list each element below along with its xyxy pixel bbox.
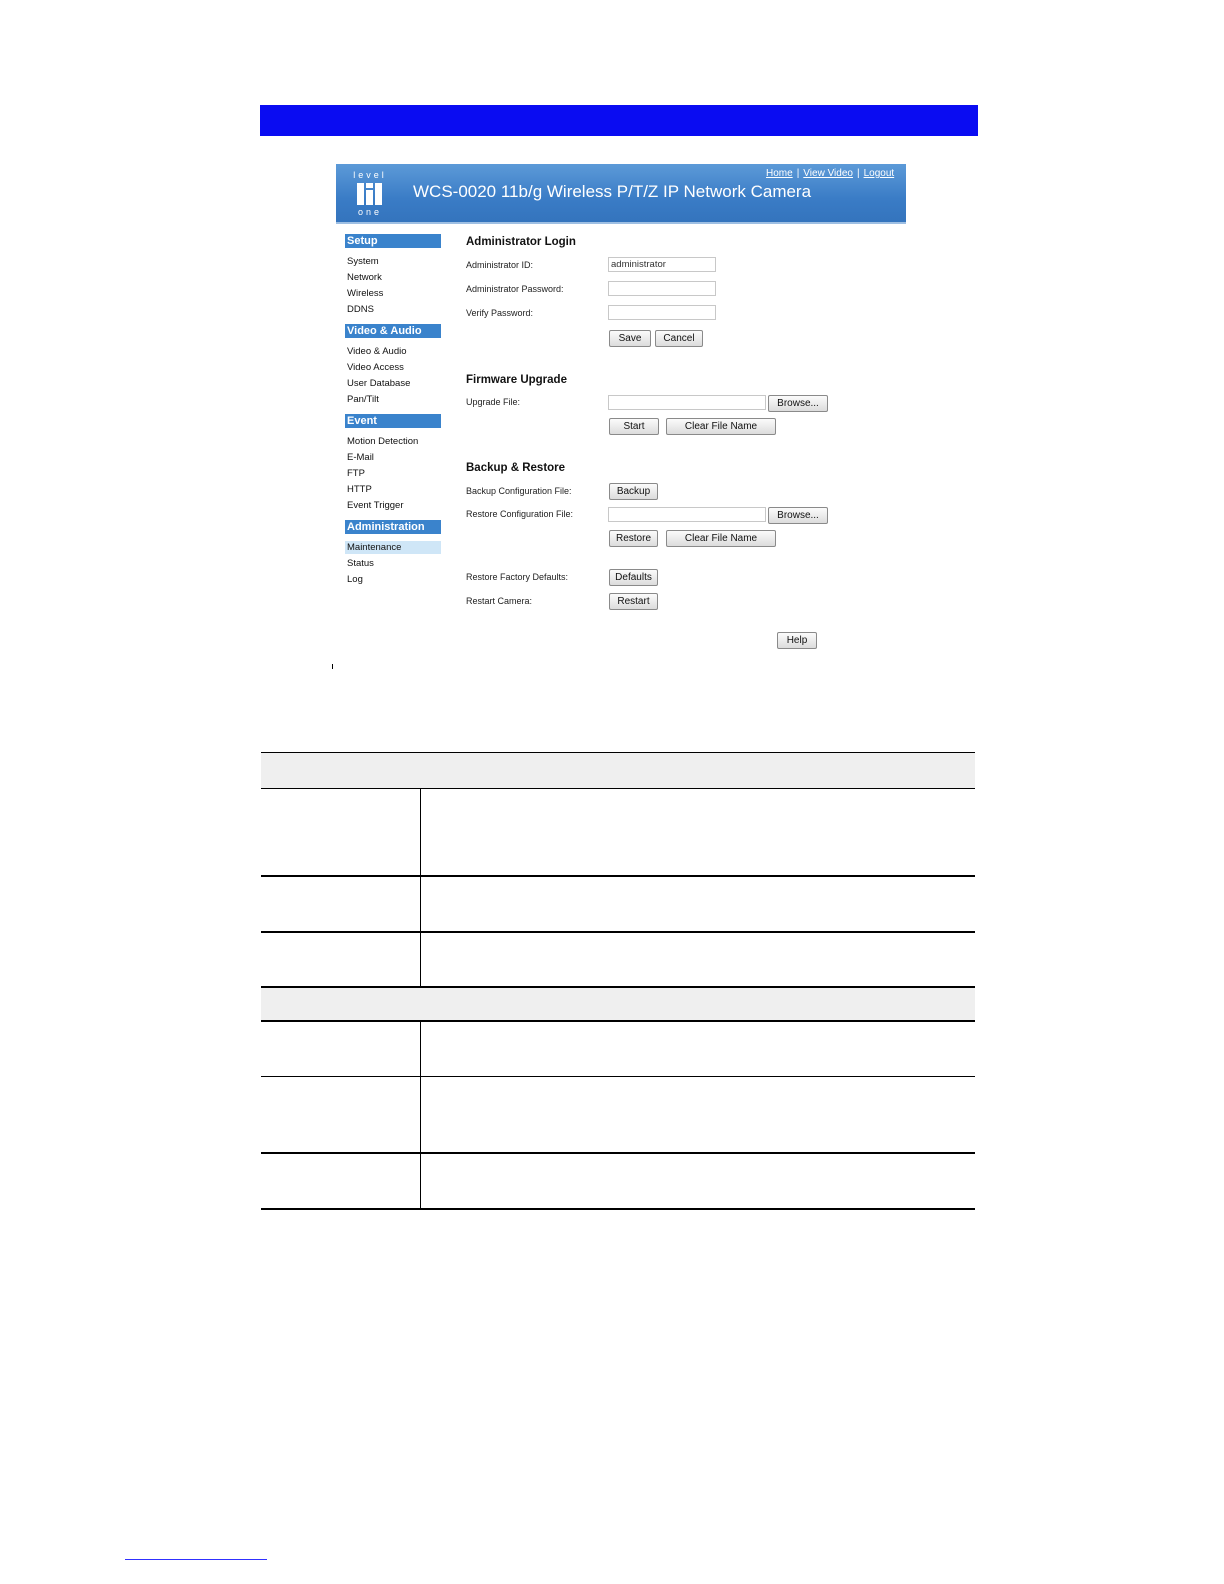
upgrade-browse-button[interactable]: Browse...	[768, 395, 828, 412]
sidebar-heading-event: Event	[345, 414, 441, 428]
sidebar-item-status[interactable]: Status	[347, 558, 374, 569]
sidebar-item-log[interactable]: Log	[347, 574, 363, 585]
header-banner	[336, 164, 906, 224]
levelone-logo	[350, 170, 390, 216]
upgrade-file-label: Upgrade File:	[466, 397, 521, 407]
sidebar-item-email[interactable]: E-Mail	[347, 452, 374, 463]
table-border	[261, 931, 975, 933]
sidebar-item-ftp[interactable]: FTP	[347, 468, 365, 479]
stray-mark	[332, 664, 333, 669]
factory-defaults-label: Restore Factory Defaults:	[466, 572, 569, 582]
restore-file-input[interactable]	[608, 507, 766, 522]
restart-button[interactable]: Restart	[609, 593, 658, 610]
verify-password-input[interactable]	[608, 305, 716, 320]
top-links: Home | View Video | Logout	[766, 168, 895, 179]
view-video-link[interactable]: View Video	[803, 168, 853, 179]
logout-link[interactable]: Logout	[863, 168, 895, 179]
upgrade-file-input[interactable]	[608, 395, 766, 410]
logo-top-text: level	[353, 170, 387, 180]
table-border	[261, 788, 975, 789]
sidebar-item-event-trigger[interactable]: Event Trigger	[347, 500, 404, 511]
sidebar-item-wireless[interactable]: Wireless	[347, 288, 384, 299]
save-button[interactable]: Save	[609, 330, 651, 347]
sidebar-heading-administration: Administration	[345, 520, 441, 534]
verify-password-label: Verify Password:	[466, 308, 534, 318]
description-table	[261, 752, 975, 1210]
page-title-bar	[260, 105, 978, 136]
restore-config-label: Restore Configuration File:	[466, 509, 574, 519]
table-border	[261, 1152, 975, 1154]
sidebar-item-ddns[interactable]: DDNS	[347, 304, 374, 315]
sidebar-item-video-access[interactable]: Video Access	[347, 362, 404, 373]
restore-button[interactable]: Restore	[609, 530, 658, 547]
table-column-divider	[420, 788, 421, 987]
sidebar-item-user-database[interactable]: User Database	[347, 378, 411, 389]
backup-config-label: Backup Configuration File:	[466, 486, 572, 496]
sidebar-heading-setup: Setup	[345, 234, 441, 248]
sidebar-item-maintenance[interactable]: Maintenance	[345, 541, 441, 554]
table-border	[261, 1076, 975, 1077]
cancel-button[interactable]: Cancel	[655, 330, 703, 347]
table-border	[261, 875, 975, 877]
table-section-header	[261, 753, 975, 788]
logo-mark-icon	[357, 183, 383, 205]
sidebar-heading-video-audio: Video & Audio	[345, 324, 441, 338]
table-border	[261, 1020, 975, 1022]
backup-restore-heading: Backup & Restore	[466, 462, 566, 474]
admin-password-input[interactable]	[608, 281, 716, 296]
sidebar-item-pan-tilt[interactable]: Pan/Tilt	[347, 394, 379, 405]
upgrade-clear-button[interactable]: Clear File Name	[666, 418, 776, 435]
restore-clear-button[interactable]: Clear File Name	[666, 530, 776, 547]
restart-camera-label: Restart Camera:	[466, 596, 533, 606]
start-button[interactable]: Start	[609, 418, 659, 435]
sidebar-item-motion-detection[interactable]: Motion Detection	[347, 436, 419, 447]
defaults-button[interactable]: Defaults	[609, 569, 658, 586]
sidebar-item-network[interactable]: Network	[347, 272, 382, 283]
table-section-header	[261, 987, 975, 1020]
home-link[interactable]: Home	[766, 168, 793, 179]
logo-bottom-text: one	[357, 207, 383, 217]
admin-id-label: Administrator ID:	[466, 260, 534, 270]
table-border	[261, 986, 975, 988]
sidebar-item-http[interactable]: HTTP	[347, 484, 372, 495]
help-button[interactable]: Help	[777, 632, 817, 649]
sidebar-item-system[interactable]: System	[347, 256, 379, 267]
restore-browse-button[interactable]: Browse...	[768, 507, 828, 524]
admin-id-input[interactable]	[608, 257, 716, 272]
admin-login-heading: Administrator Login	[466, 236, 576, 248]
camera-admin-screenshot	[336, 164, 906, 654]
backup-button[interactable]: Backup	[609, 483, 658, 500]
table-border	[261, 752, 975, 753]
sidebar-item-video-audio[interactable]: Video & Audio	[347, 346, 407, 357]
firmware-upgrade-heading: Firmware Upgrade	[466, 374, 567, 386]
admin-password-label: Administrator Password:	[466, 284, 564, 294]
camera-title: WCS-0020 11b/g Wireless P/T/Z IP Network Camera	[413, 182, 812, 201]
footer-link-underline	[125, 1559, 267, 1560]
table-column-divider	[420, 1021, 421, 1209]
table-border	[261, 1208, 975, 1210]
